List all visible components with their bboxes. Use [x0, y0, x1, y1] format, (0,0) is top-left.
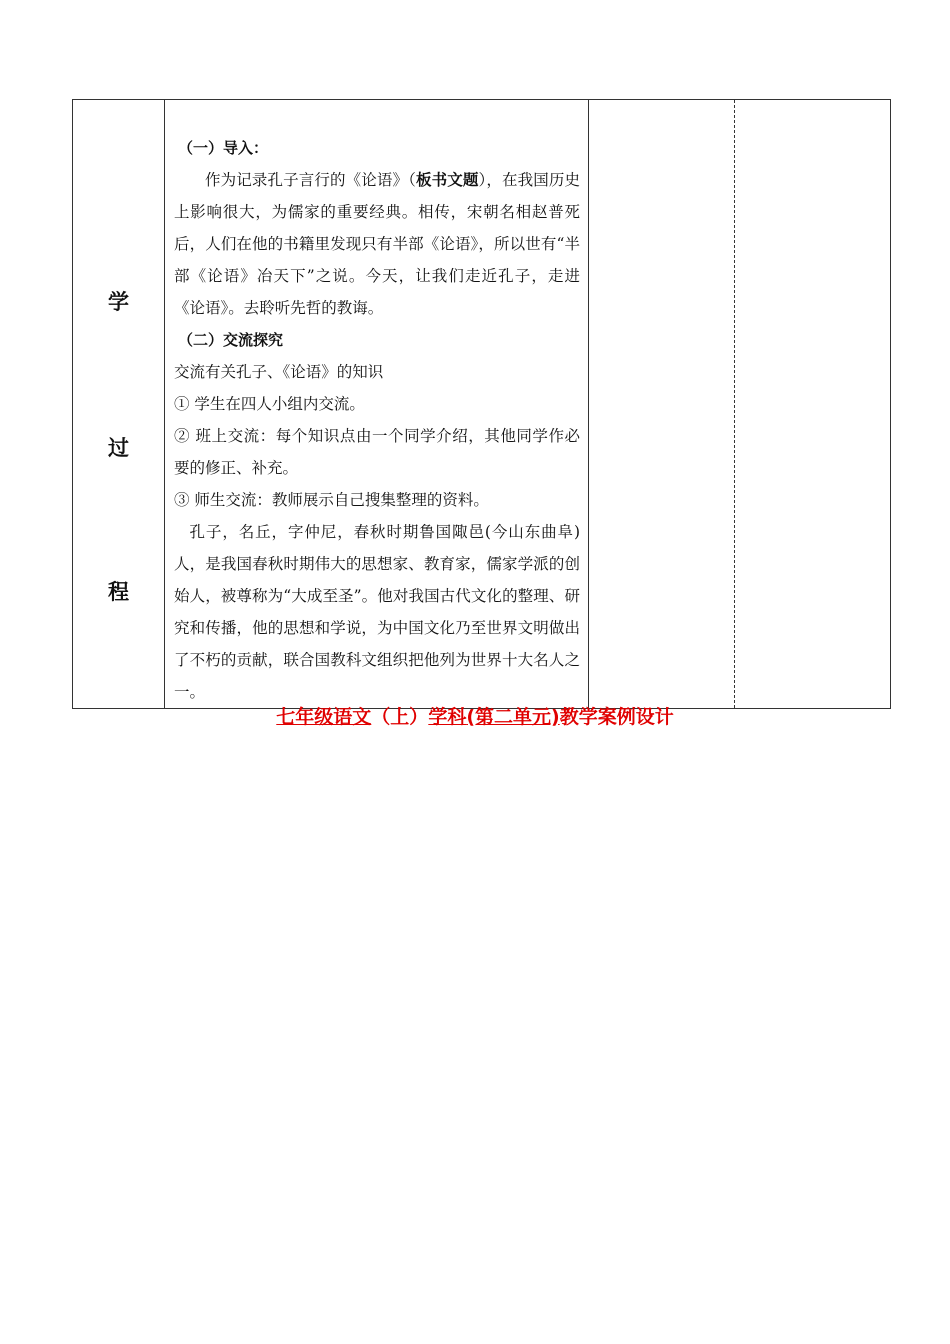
remarks-column-cell [735, 100, 891, 709]
teaching-content-cell [165, 100, 589, 709]
footer-volume: （上） [371, 706, 429, 728]
footer-grade: 七年级语文 [276, 706, 372, 728]
intro-text-2: ），在我国历史上影响很大，为儒家的重要经典。相传，宋朝名相赵普死后，人们在他的书籍里发现只有半部《论语》，所以世有“半部《论语》冶天下”之说。今天，让我们走近孔子，走进《论语》。去聆听先哲的教诲。 [174, 171, 580, 317]
notes-column-cell [589, 100, 735, 709]
stage-label-cell [73, 100, 165, 709]
stage-char-xue: 学 [108, 290, 129, 314]
footer-unit: (第二单元) [466, 706, 560, 728]
stage-char-cheng: 程 [108, 580, 129, 604]
footer-subject: 学科 [428, 706, 467, 728]
intro-bold-text: 板书文题 [415, 171, 479, 189]
intro-paragraph [174, 164, 580, 324]
footer-design: 教学案例设计 [559, 706, 674, 728]
stage-char-guo: 过 [108, 436, 129, 460]
confucius-bio-paragraph: 孔子，名丘，字仲尼，春秋时期鲁国陬邑(今山东曲阜)人，是我国春秋时期伟大的思想家、教育家，儒家学派的创始人，被尊称为“大成至圣”。他对我国古代文化的整理、研究和传播，他的思想和学说，为中国文化乃至世界文明做出了不朽的贡献，联合国教科文组织把他列为世界十大名人之一。 [174, 523, 580, 701]
lesson-table [72, 99, 891, 709]
exchange-title: 交流有关孔子、《论语》的知识 [174, 363, 384, 381]
section-heading-intro: （一）导入： [178, 139, 269, 157]
intro-text-1: 作为记录孔子言行的《论语》（ [205, 171, 416, 189]
exchange-step-3: ③ 师生交流：教师展示自己搜集整理的资料。 [174, 491, 489, 509]
exchange-step-1: ① 学生在四人小组内交流。 [174, 395, 365, 413]
exchange-step-2: ② 班上交流：每个知识点由一个同学介绍，其他同学作必要的修正、补充。 [174, 427, 580, 477]
section-heading-exchange: （二）交流探究 [178, 331, 284, 349]
lesson-row [73, 100, 891, 709]
footer-title [0, 704, 950, 730]
